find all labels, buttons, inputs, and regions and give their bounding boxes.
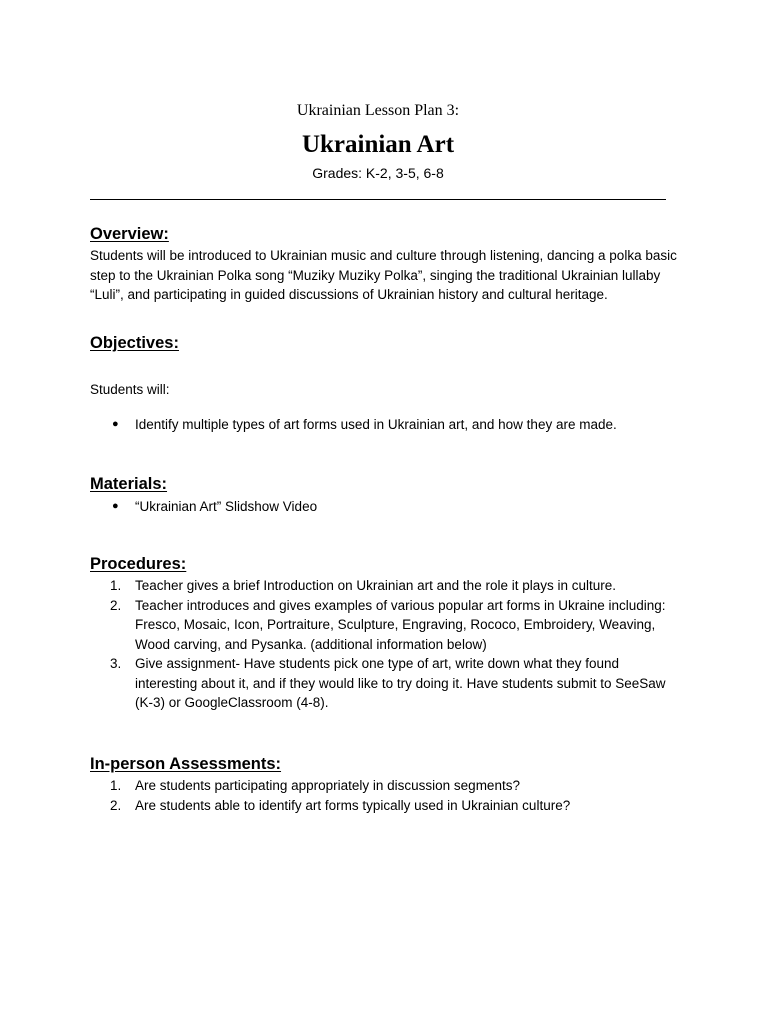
materials-list bbox=[90, 497, 680, 517]
objective-text: Identify multiple types of art forms used in Ukrainian art, and how they are made. bbox=[135, 417, 617, 432]
procedures-list bbox=[90, 576, 680, 713]
list-item bbox=[90, 796, 680, 816]
bullet-icon: ● bbox=[112, 500, 119, 512]
procedure-text: Teacher introduces and gives examples of various popular art forms in Ukraine including: Fresco, Mosaic, Icon, Portraiture, Sculpture, Engraving, Rococo, Embroidery, Weaving, Wood carving, and Pysanka. (additional information below) bbox=[135, 597, 666, 652]
procedure-text: Teacher gives a brief Introduction on Ukrainian art and the role it plays in culture. bbox=[135, 578, 617, 593]
materials-heading: Materials: bbox=[90, 475, 168, 493]
list-item bbox=[90, 776, 680, 796]
list-item bbox=[90, 415, 680, 435]
overview-heading: Overview: bbox=[90, 225, 169, 243]
assessment-text: Are students participating appropriately in discussion segments? bbox=[135, 778, 520, 793]
list-number: 2. bbox=[110, 797, 122, 813]
grades-line: Grades: K-2, 3-5, 6-8 bbox=[312, 165, 444, 181]
assessments-list bbox=[90, 776, 680, 815]
list-item bbox=[90, 497, 680, 517]
bullet-icon: ● bbox=[112, 418, 119, 430]
list-item bbox=[90, 576, 680, 596]
assessment-text: Are students able to identify art forms typically used in Ukrainian culture? bbox=[135, 797, 571, 813]
objectives-heading: Objectives: bbox=[90, 334, 179, 352]
material-text: “Ukrainian Art” Slidshow Video bbox=[135, 499, 318, 514]
list-number: 1. bbox=[110, 778, 122, 793]
page-title: Ukrainian Art bbox=[301, 131, 455, 158]
list-number: 1. bbox=[110, 578, 122, 593]
horizontal-rule bbox=[90, 199, 666, 200]
list-number: 3. bbox=[110, 656, 122, 671]
procedures-heading: Procedures: bbox=[90, 555, 187, 573]
overview-text: Students will be introduced to Ukrainian music and culture through listening, dancing a polka basic step to the Ukrainian Polka song “Muziky Muziky Polka”, singing the traditional Ukrainian lullaby “Luli”, and participating in guided discussions of Ukrainian history and cultural heritage. bbox=[90, 248, 677, 302]
lesson-plan-subtitle: Ukrainian Lesson Plan 3: bbox=[296, 102, 460, 119]
objectives-intro: Students will: bbox=[90, 382, 170, 397]
objectives-list bbox=[90, 415, 680, 435]
procedure-text: Give assignment- Have students pick one type of art, write down what they found interesting about it, and if they would like to try doing it. Have students submit to SeeSaw (K-3) or GoogleClassroom (4-8). bbox=[135, 656, 666, 710]
assessments-heading: In-person Assessments: bbox=[90, 755, 282, 773]
list-item bbox=[90, 596, 680, 655]
list-number: 2. bbox=[110, 597, 122, 613]
list-item bbox=[90, 654, 680, 713]
